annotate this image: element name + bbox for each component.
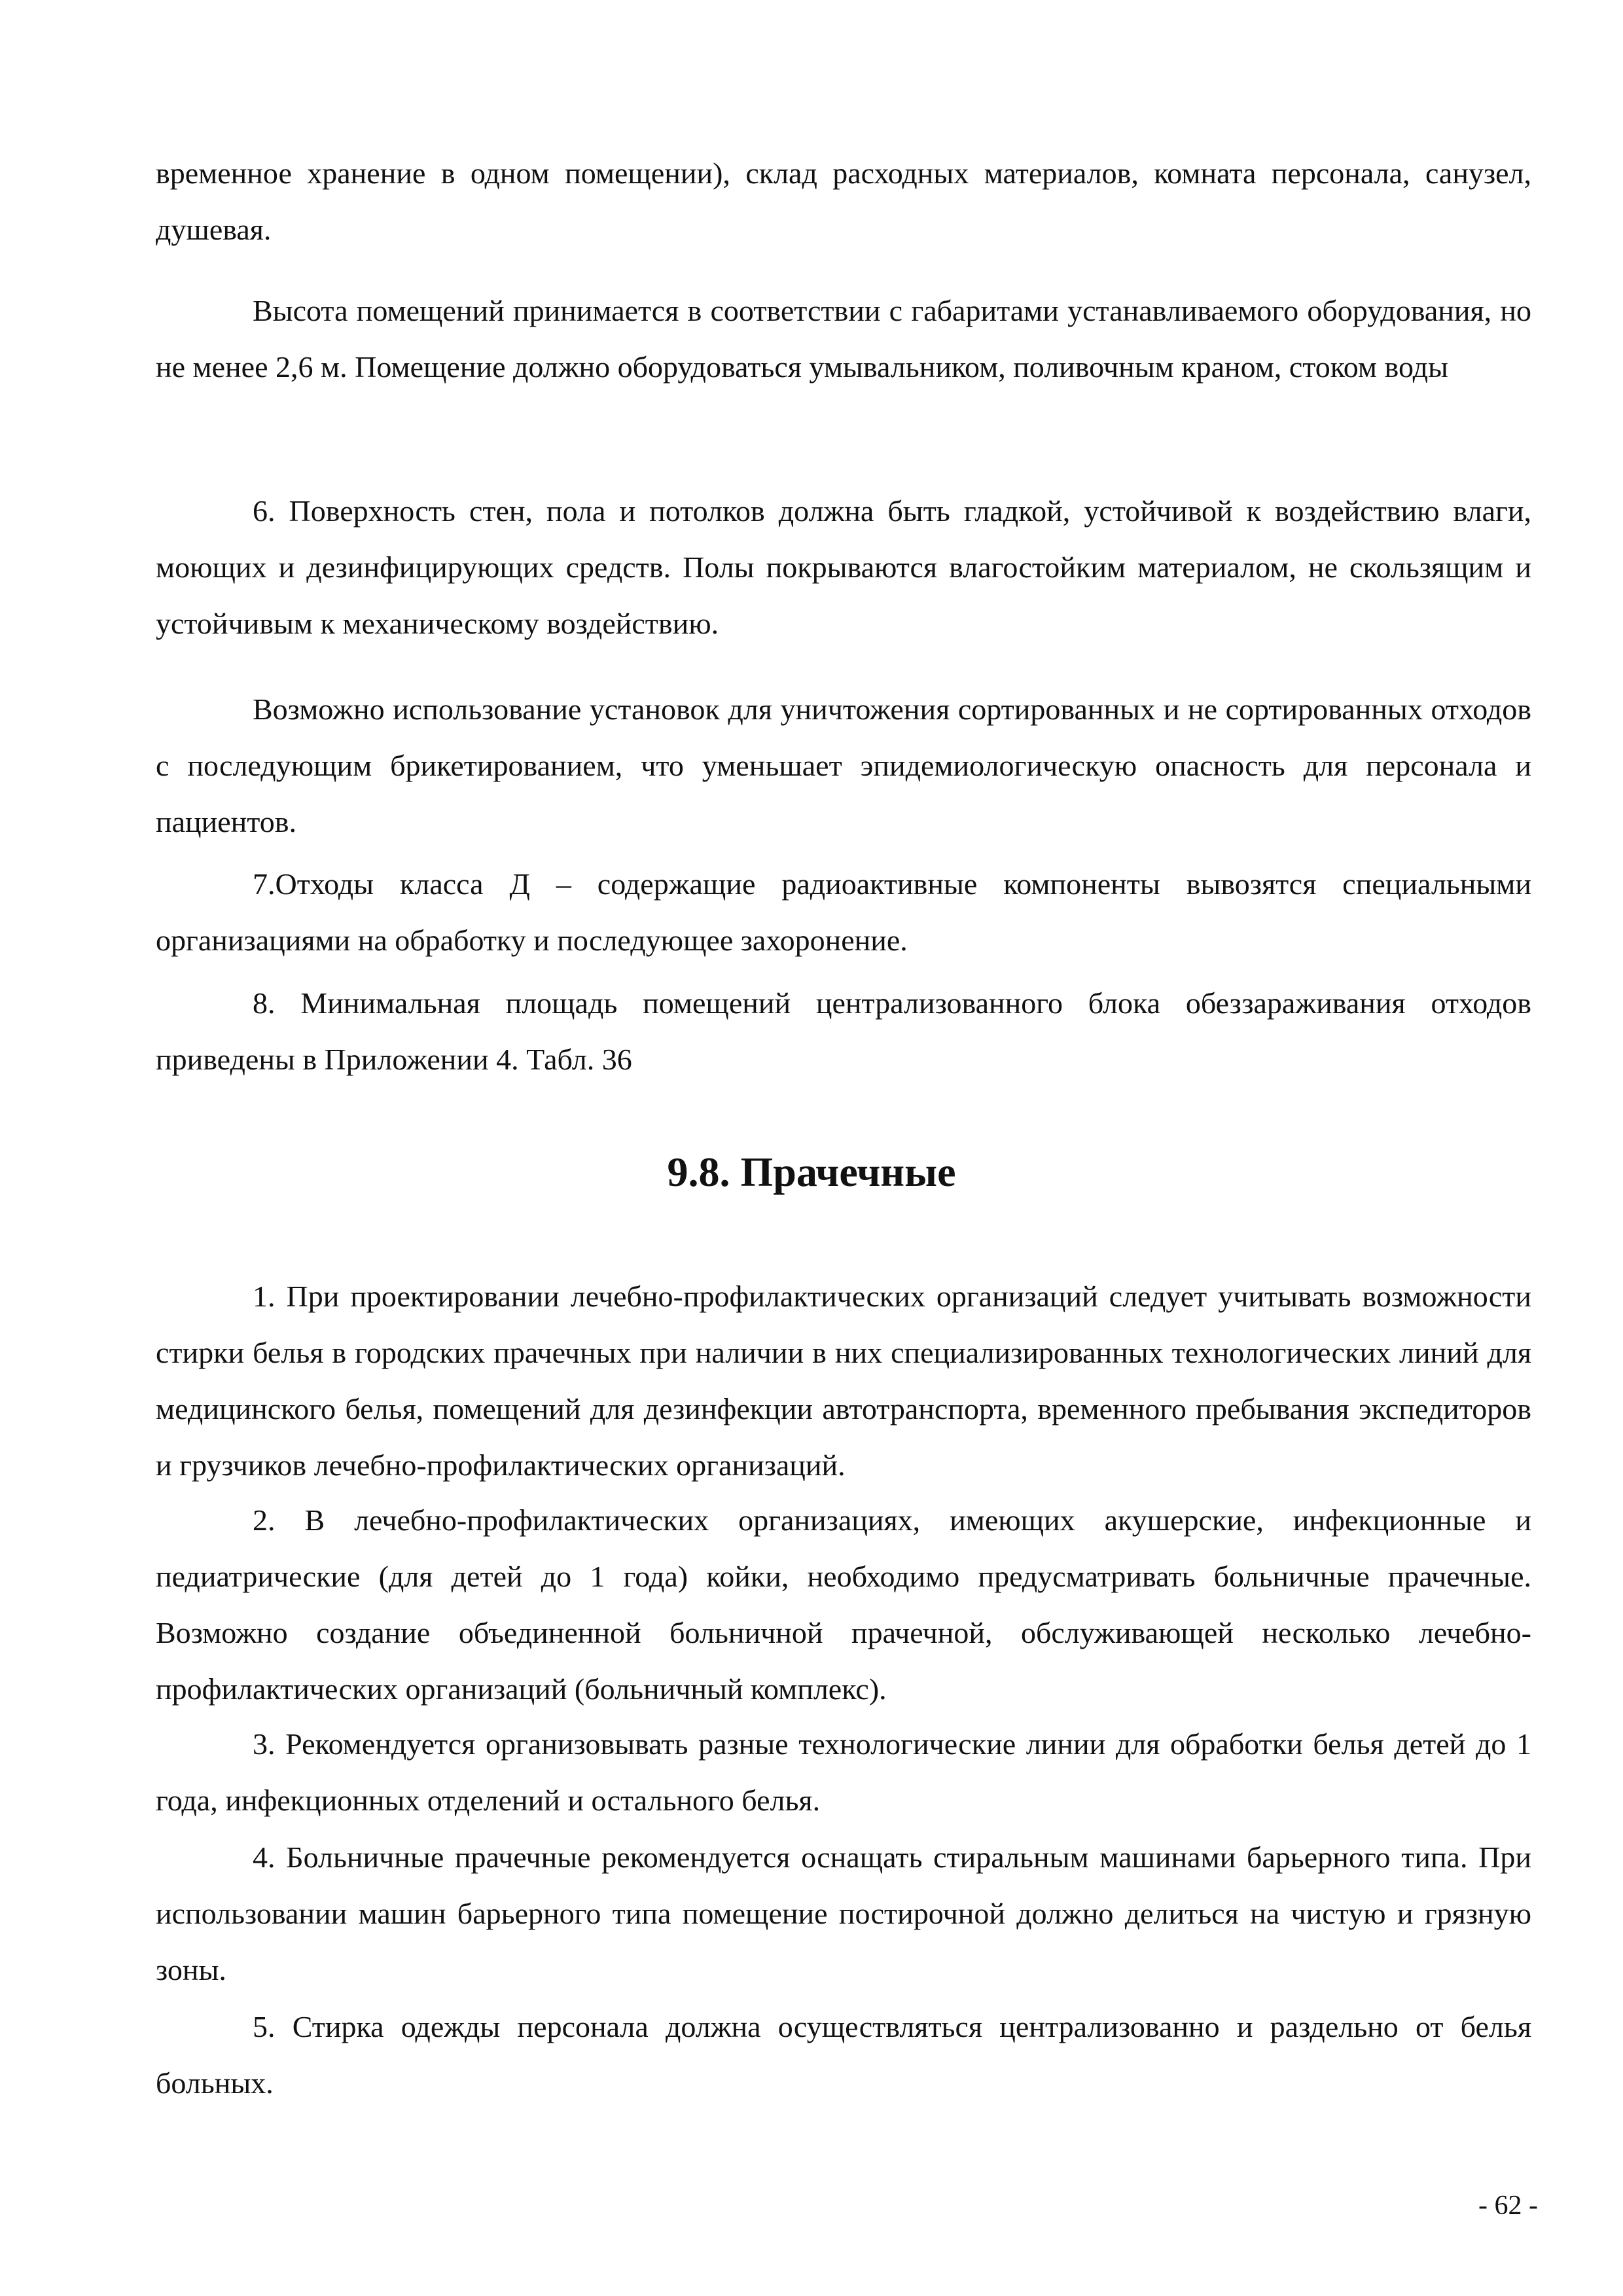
paragraph-continuation: временное хранение в одном помещении), склад расходных материалов, комната персонала, санузел, душевая.	[156, 156, 1531, 246]
paragraph-item-6: 6. Поверхность стен, пола и потолков должна быть гладкой, устойчивой к воздействию влаги, моющих и дезинфицирующих средств. Полы покрываются влагостойким материалом, не скользящим и устойчивым к механическому воздействию.	[156, 494, 1531, 640]
section-heading: 9.8. Прачечные	[667, 1149, 956, 1195]
paragraph-laundry-4: 4. Больничные прачечные рекомендуется оснащать стиральным машинами барьерного типа. При использовании машин барьерного типа помещение постирочной должно делиться на чистую и грязную зоны.	[156, 1840, 1531, 1986]
page-number: - 62 -	[1478, 2191, 1538, 2221]
paragraph-item-7: 7.Отходы класса Д – содержащие радиоактивные компоненты вывозятся специальными организациями на обработку и последующее захоронение.	[156, 867, 1531, 957]
paragraph-waste-installations: Возможно использование установок для уничтожения сортированных и не сортированных отходов с последующим брикетированием, что уменьшает эпидемиологическую опасность для персонала и пациентов.	[156, 692, 1531, 838]
paragraph-laundry-2: 2. В лечебно-профилактических организациях, имеющих акушерские, инфекционные и педиатрические (для детей до 1 года) койки, необходимо предусматривать больничные прачечные. Возможно создание объединенной больничной прачечной, обслуживающей несколько лечебно-профилактических организаций (больничный комплекс).	[156, 1503, 1531, 1706]
paragraph-laundry-3: 3. Рекомендуется организовывать разные технологические линии для обработки белья детей до 1 года, инфекционных отделений и остального белья.	[156, 1727, 1531, 1817]
paragraph-item-8: 8. Минимальная площадь помещений централизованного блока обеззараживания отходов приведены в Приложении 4. Табл. 36	[156, 986, 1531, 1076]
paragraph-room-height: Высота помещений принимается в соответствии с габаритами устанавливаемого оборудования, но не менее 2,6 м. Помещение должно оборудоваться умывальником, поливочным краном, стоком воды	[156, 294, 1531, 384]
paragraph-laundry-5: 5. Стирка одежды персонала должна осуществляться централизованно и раздельно от белья больных.	[156, 2010, 1531, 2100]
paragraph-laundry-1: 1. При проектировании лечебно-профилактических организаций следует учитывать возможности стирки белья в городских прачечных при наличии в них специализированных технологических линий для медицинского белья, помещений для дезинфекции автотранспорта, временного пребывания экспедиторов и грузчиков лечебно-профилактических организаций.	[156, 1280, 1531, 1482]
